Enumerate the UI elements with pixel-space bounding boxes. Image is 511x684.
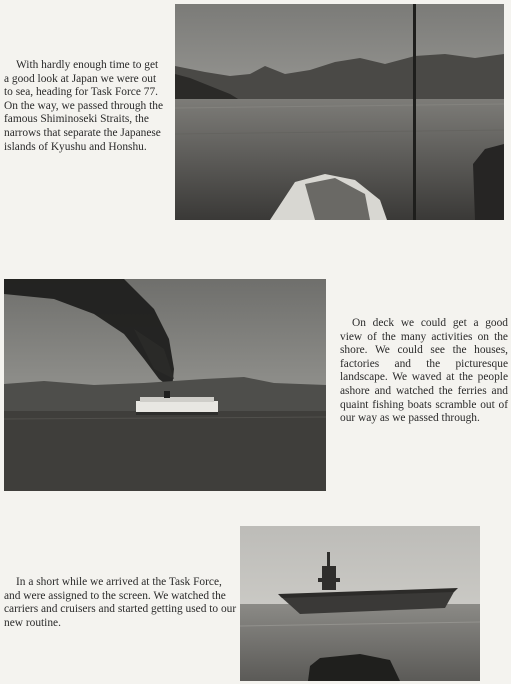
photo-carrier-image (240, 526, 480, 681)
paragraph-deck-text: On deck we could get a good view of the many activities on the shore. We could see the houses, factories and the picturesque landscape. We waved at the people ashore and watched the ferries and quaint fishing boats scramble out of our way as we passed through. (340, 317, 508, 425)
paragraph-task-force (4, 576, 240, 630)
photo-ferry (4, 279, 326, 491)
paragraph-deck (340, 317, 508, 426)
photo-straits-image (175, 4, 504, 220)
photo-ferry-image (4, 279, 326, 491)
photo-carrier (240, 526, 480, 681)
paragraph-straits (4, 59, 166, 154)
paragraph-task-force-text: In a short while we arrived at the Task Force, and were assigned to the screen. We watched the carriers and cruisers and started getting used to our new routine. (4, 576, 237, 629)
photo-straits (175, 4, 504, 220)
paragraph-straits-text: With hardly enough time to get a good look at Japan we were out to sea, heading for Task Force 77. On the way, we passed through the famous Shiminoseki Straits, the narrows that separate the Japanese islands of Kyushu and Honshu. (4, 59, 164, 153)
